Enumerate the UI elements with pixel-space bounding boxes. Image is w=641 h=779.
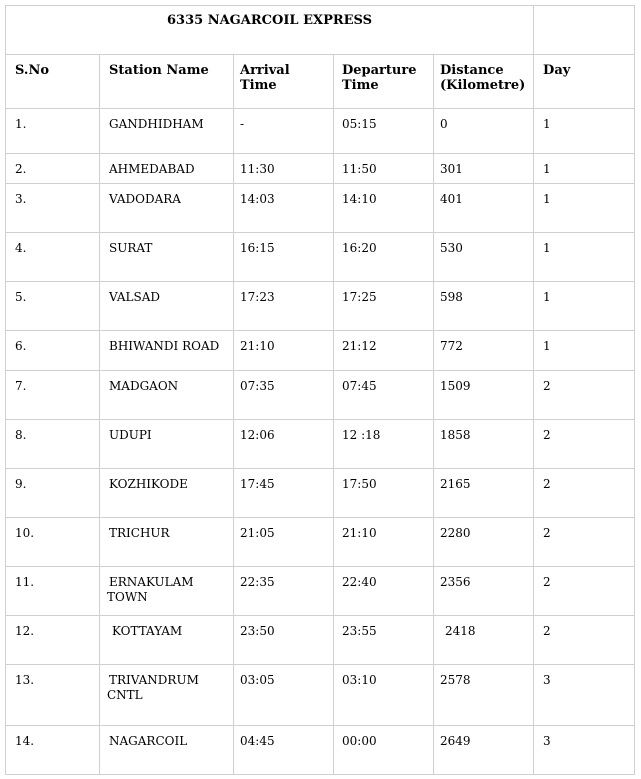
table-row [6, 109, 635, 154]
cell-distance: 598 [434, 282, 534, 331]
timetable [5, 5, 635, 775]
cell-sno: 2. [6, 154, 100, 184]
cell-distance: 401 [434, 184, 534, 233]
table-row [6, 567, 635, 616]
table-row [6, 154, 635, 184]
cell-day: 1 [534, 233, 635, 282]
cell-day: 2 [534, 518, 635, 567]
cell-station: ERNAKULAM TOWN [100, 567, 234, 616]
cell-departure: 22:40 [334, 567, 434, 616]
cell-sno: 4. [6, 233, 100, 282]
cell-sno: 10. [6, 518, 100, 567]
cell-station: VALSAD [100, 282, 234, 331]
cell-sno: 7. [6, 371, 100, 420]
table-row [6, 420, 635, 469]
cell-day: 2 [534, 469, 635, 518]
cell-day: 1 [534, 154, 635, 184]
cell-sno: 8. [6, 420, 100, 469]
cell-day: 1 [534, 331, 635, 371]
cell-arrival: - [234, 109, 334, 154]
cell-sno: 1. [6, 109, 100, 154]
header-departure: Departure Time [334, 55, 434, 109]
table-row [6, 726, 635, 775]
cell-distance: 2165 [434, 469, 534, 518]
cell-arrival: 03:05 [234, 665, 334, 726]
header-row [6, 55, 635, 109]
cell-departure: 03:10 [334, 665, 434, 726]
table-row [6, 469, 635, 518]
cell-sno: 13. [6, 665, 100, 726]
cell-station: SURAT [100, 233, 234, 282]
table-row [6, 371, 635, 420]
cell-distance: 0 [434, 109, 534, 154]
cell-arrival: 23:50 [234, 616, 334, 665]
cell-departure: 23:55 [334, 616, 434, 665]
title-row [6, 6, 635, 55]
header-day: Day [534, 55, 635, 109]
table-row [6, 616, 635, 665]
cell-station: KOTTAYAM [100, 616, 234, 665]
cell-day: 2 [534, 567, 635, 616]
cell-station: NAGARCOIL [100, 726, 234, 775]
cell-departure: 00:00 [334, 726, 434, 775]
cell-departure: 05:15 [334, 109, 434, 154]
cell-departure: 16:20 [334, 233, 434, 282]
table-row [6, 665, 635, 726]
cell-arrival: 12:06 [234, 420, 334, 469]
cell-arrival: 11:30 [234, 154, 334, 184]
table-row [6, 282, 635, 331]
cell-departure: 17:25 [334, 282, 434, 331]
cell-station: TRIVANDRUM CNTL [100, 665, 234, 726]
cell-station: UDUPI [100, 420, 234, 469]
cell-distance: 2578 [434, 665, 534, 726]
cell-distance: 301 [434, 154, 534, 184]
cell-station: GANDHIDHAM [100, 109, 234, 154]
cell-arrival: 17:45 [234, 469, 334, 518]
cell-arrival: 21:10 [234, 331, 334, 371]
cell-sno: 5. [6, 282, 100, 331]
cell-distance: 1858 [434, 420, 534, 469]
cell-arrival: 04:45 [234, 726, 334, 775]
cell-departure: 12 :18 [334, 420, 434, 469]
table-row [6, 331, 635, 371]
cell-distance: 772 [434, 331, 534, 371]
table-row [6, 233, 635, 282]
cell-distance: 2356 [434, 567, 534, 616]
cell-arrival: 17:23 [234, 282, 334, 331]
cell-departure: 21:10 [334, 518, 434, 567]
table-row [6, 184, 635, 233]
cell-station: BHIWANDI ROAD [100, 331, 234, 371]
cell-station: AHMEDABAD [100, 154, 234, 184]
cell-sno: 11. [6, 567, 100, 616]
cell-arrival: 22:35 [234, 567, 334, 616]
header-sno: S.No [6, 55, 100, 109]
table-title: 6335 NAGARCOIL EXPRESS [6, 6, 534, 55]
cell-departure: 07:45 [334, 371, 434, 420]
cell-day: 2 [534, 420, 635, 469]
cell-distance: 2649 [434, 726, 534, 775]
cell-sno: 14. [6, 726, 100, 775]
cell-departure: 11:50 [334, 154, 434, 184]
cell-distance: 2280 [434, 518, 534, 567]
cell-day: 1 [534, 109, 635, 154]
header-station: Station Name [100, 55, 234, 109]
cell-day: 1 [534, 184, 635, 233]
table-row [6, 518, 635, 567]
cell-departure: 21:12 [334, 331, 434, 371]
cell-sno: 3. [6, 184, 100, 233]
cell-sno: 9. [6, 469, 100, 518]
cell-station: MADGAON [100, 371, 234, 420]
cell-departure: 17:50 [334, 469, 434, 518]
cell-distance: 1509 [434, 371, 534, 420]
cell-distance: 530 [434, 233, 534, 282]
cell-station: TRICHUR [100, 518, 234, 567]
cell-station: KOZHIKODE [100, 469, 234, 518]
cell-day: 3 [534, 726, 635, 775]
header-arrival: Arrival Time [234, 55, 334, 109]
cell-arrival: 21:05 [234, 518, 334, 567]
cell-sno: 6. [6, 331, 100, 371]
cell-station: VADODARA [100, 184, 234, 233]
cell-day: 1 [534, 282, 635, 331]
cell-day: 2 [534, 371, 635, 420]
cell-arrival: 14:03 [234, 184, 334, 233]
cell-day: 2 [534, 616, 635, 665]
cell-arrival: 07:35 [234, 371, 334, 420]
header-distance: Distance (Kilometre) [434, 55, 534, 109]
cell-arrival: 16:15 [234, 233, 334, 282]
title-empty-cell [534, 6, 635, 55]
cell-sno: 12. [6, 616, 100, 665]
cell-distance: 2418 [434, 616, 534, 665]
cell-day: 3 [534, 665, 635, 726]
cell-departure: 14:10 [334, 184, 434, 233]
